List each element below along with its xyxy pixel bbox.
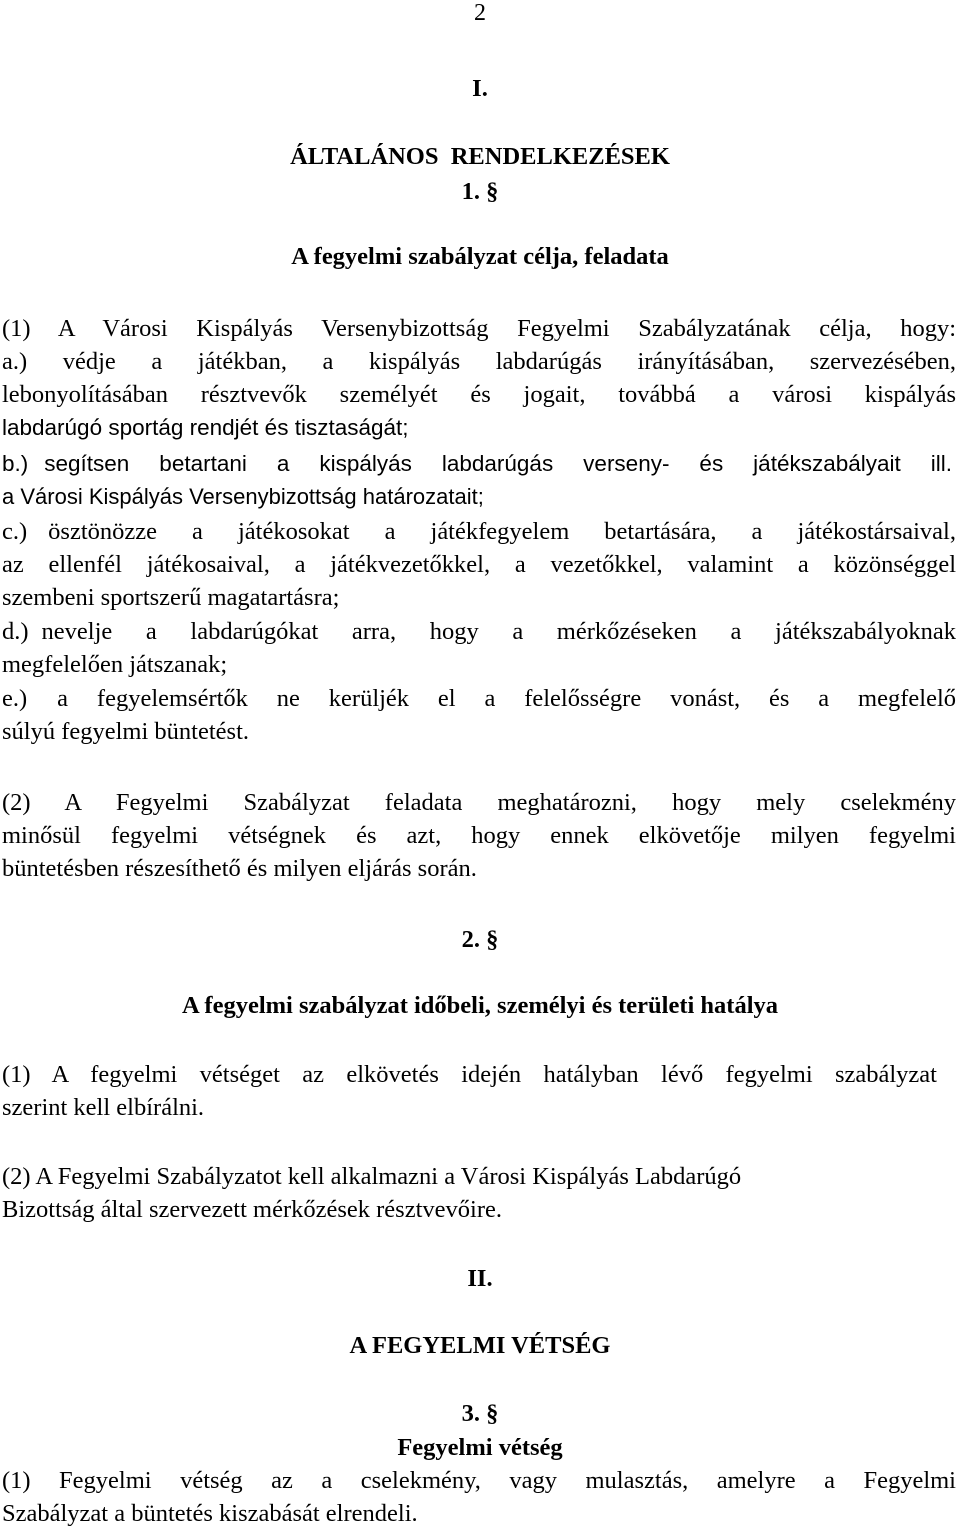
item-d-line: megfelelően játszanak; xyxy=(2,651,228,678)
item-a-line: a.) védje a játékban, a kispályás labdarúgás irányításában, szervezésében, xyxy=(2,348,956,375)
item-c-line: az ellenfél játékosaival, a játékvezetőkkel, a vezetőkkel, valamint a közönséggel xyxy=(2,551,956,578)
paragraph-personal-scope xyxy=(2,1160,956,1226)
section-number: 3. § xyxy=(461,1400,499,1427)
item-label: e.) xyxy=(2,685,28,712)
item-label: b.) xyxy=(2,451,29,476)
chapter-title: ÁLTALÁNOS RENDELKEZÉSEK xyxy=(290,143,670,170)
item-label: d.) xyxy=(2,618,29,645)
item-label: c.) xyxy=(2,518,28,545)
section-number: 2. § xyxy=(461,926,499,953)
item-e xyxy=(2,682,956,748)
section-number: 1. § xyxy=(461,178,499,205)
section-title: Fegyelmi vétség xyxy=(397,1434,563,1461)
paragraph-purpose xyxy=(2,312,956,444)
item-text: nevelje a labdarúgókat arra, hogy a mérkőzéseken a játékszabályoknak xyxy=(41,618,956,645)
item-c-line: szembeni sportszerű magatartásra; xyxy=(2,584,340,611)
text-line: (1) Fegyelmi vétség az a cselekmény, vagy mulasztás, amelyre a Fegyelmi xyxy=(2,1467,956,1494)
paragraph-task xyxy=(2,786,956,885)
paragraph-definition xyxy=(2,1464,956,1530)
text-line: (2) A Fegyelmi Szabályzatot kell alkalmazni a Városi Kispályás Labdarúgó xyxy=(2,1163,742,1190)
item-b-line xyxy=(2,447,952,480)
section-title: A fegyelmi szabályzat időbeli, személyi és területi hatálya xyxy=(181,992,779,1019)
text-line: Szabályzat a büntetés kiszabását elrendeli. xyxy=(2,1500,418,1527)
paragraph-temporal-scope xyxy=(2,1058,956,1124)
page-number: 2 xyxy=(474,0,486,26)
text-line: (2) A Fegyelmi Szabályzat feladata meghatározni, hogy mely cselekmény xyxy=(2,789,956,816)
item-d-line xyxy=(2,615,956,648)
text-line: büntetésben részesíthető és milyen eljárás során. xyxy=(2,855,477,882)
chapter-title: A FEGYELMI VÉTSÉG xyxy=(349,1332,611,1359)
item-text: a fegyelemsértők ne kerüljék el a felelősségre vonást, és a megfelelő xyxy=(57,685,956,712)
text-line: (1) A fegyelmi vétséget az elkövetés idején hatályban lévő fegyelmi szabályzat xyxy=(2,1061,937,1088)
item-a-line: labdarúgó sportág rendjét és tisztaságát; xyxy=(2,415,409,440)
item-d xyxy=(2,615,956,681)
text-line: minősül fegyelmi vétségnek és azt, hogy ennek elkövetője milyen fegyelmi xyxy=(2,822,956,849)
section-title: A fegyelmi szabályzat célja, feladata xyxy=(291,243,669,270)
item-e-line: súlyú fegyelmi büntetést. xyxy=(2,718,249,745)
chapter-number: II. xyxy=(467,1265,493,1292)
chapter-number: I. xyxy=(472,75,488,102)
item-b-line: a Városi Kispályás Versenybizottság határozatait; xyxy=(2,484,484,509)
text-line: Bizottság által szervezett mérkőzések résztvevőire. xyxy=(2,1196,502,1223)
item-e-line xyxy=(2,682,956,715)
item-c-line xyxy=(2,515,956,548)
text-line: (1) A Városi Kispályás Versenybizottság Fegyelmi Szabályzatának célja, hogy: xyxy=(2,315,956,342)
item-c xyxy=(2,515,956,614)
item-text: ösztönözze a játékosokat a játékfegyelem betartására, a játékostársaival, xyxy=(48,518,956,545)
item-b xyxy=(2,447,952,513)
item-text: segítsen betartani a kispályás labdarúgás verseny- és játékszabályait ill. xyxy=(44,451,952,476)
item-a-line: lebonyolításában résztvevők személyét és jogait, továbbá a városi kispályás xyxy=(2,381,956,408)
text-line: szerint kell elbírálni. xyxy=(2,1094,205,1121)
